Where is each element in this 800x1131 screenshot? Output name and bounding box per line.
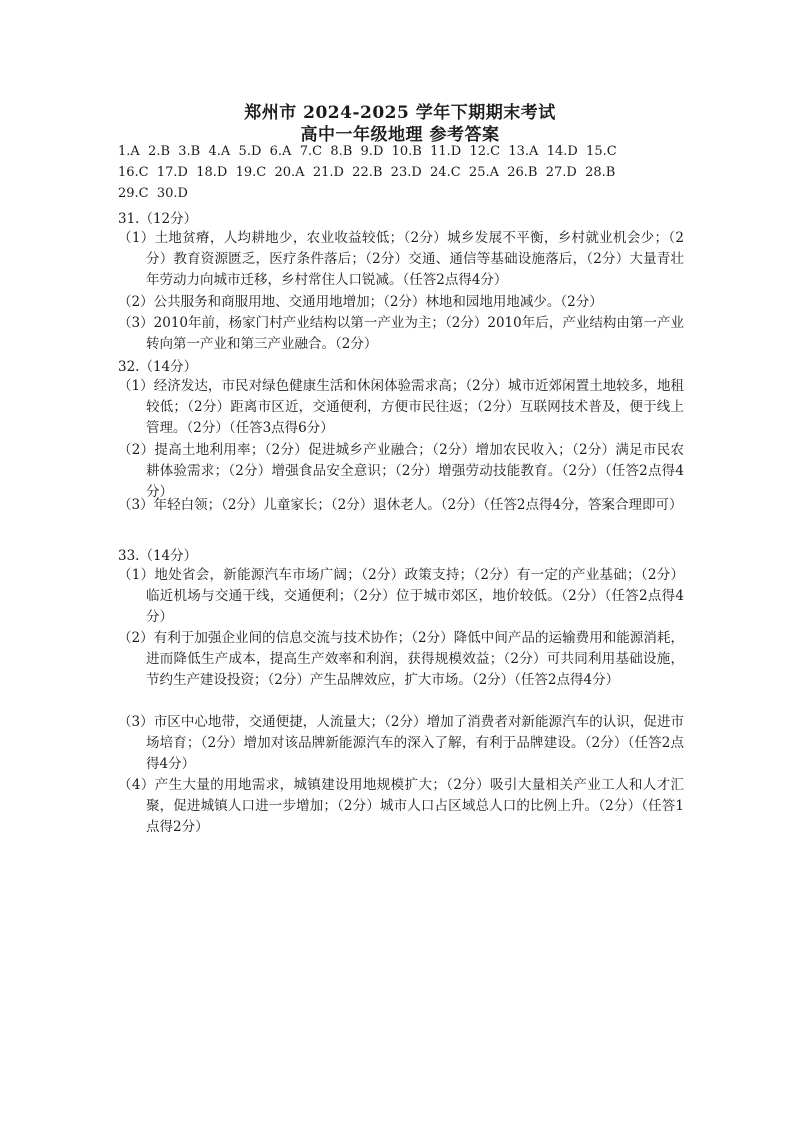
q33-answer-1: （1）地处省会，新能源汽车市场广阔；（2分）政策支持；（2分）有一定的产业基础；（2分）临近机场与交通干线，交通便利；（2分）位于城市郊区，地价较低。（2分）（任答2点得4分） — [118, 567, 684, 626]
q32-answer-3: （3）年轻白领；（2分）儿童家长；（2分）退休老人。（2分）（任答2点得4分，答案合理即可） — [118, 497, 683, 513]
question-31-heading: 31.（12分） — [118, 211, 198, 227]
q32-answer-1: （1）经济发达，市民对绿色健康生活和休闲体验需求高；（2分）城市近郊闲置土地较多，地租较低；（2分）距离市区近，交通便利，方便市民往返；（2分）互联网技术普及，便于线上管理。（2分）（任答3点得6分） — [118, 378, 684, 437]
q31-answer-2: （2）公共服务和商服用地、交通用地增加；（2分）林地和园地用地减少。（2分） — [118, 294, 603, 310]
question-32-heading: 32.（14分） — [118, 359, 198, 375]
exam-title: 郑州市 2024-2025 学年下期期末考试 — [244, 103, 556, 123]
question-33-heading: 33.（14分） — [118, 548, 198, 564]
q33-answer-4: （4）产生大量的用地需求，城镇建设用地规模扩大；（2分）吸引大量相关产业工人和人才汇聚，促进城镇人口进一步增加；（2分）城市人口占区域总人口的比例上升。（2分）（任答1点得2分） — [118, 777, 684, 836]
q31-answer-1: （1）土地贫瘠，人均耕地少，农业收益较低；（2分）城乡发展不平衡，乡村就业机会少；（2分）教育资源匮乏，医疗条件落后；（2分）交通、通信等基础设施落后，（2分）大量青壮年劳动力向城市迁移，乡村常住人口锐减。（任答2点得4分） — [118, 230, 684, 289]
exam-subtitle: 高中一年级地理 参考答案 — [300, 125, 500, 145]
q31-answer-3: （3）2010年前，杨家门村产业结构以第一产业为主；（2分）2010年后，产业结构由第一产业转向第一产业和第三产业融合。（2分） — [118, 315, 684, 353]
mc-answers-row-3: 29.C 30.D — [118, 186, 188, 201]
mc-answers-row-2: 16.C 17.D 18.D 19.C 20.A 21.D 22.B 23.D 24.C 25.A 26.B 27.D 28.B — [118, 165, 616, 180]
mc-answers-row-1: 1.A 2.B 3.B 4.A 5.D 6.A 7.C 8.B 9.D 10.B 11.D 12.C 13.A 14.D 15.C — [118, 144, 617, 159]
q33-answer-2: （2）有利于加强企业间的信息交流与技术协作；（2分）降低中间产品的运输费用和能源消耗，进而降低生产成本，提高生产效率和利润，获得规模效益；（2分）可共同利用基础设施，节约生产建设投资；（2分）产生品牌效应，扩大市场。（2分）（任答2点得4分） — [118, 630, 684, 689]
q33-answer-3: （3）市区中心地带，交通便捷，人流量大；（2分）增加了消费者对新能源汽车的认识，促进市场培育；（2分）增加对该品牌新能源汽车的深入了解，有利于品牌建设。（2分）（任答2点得4分） — [118, 714, 684, 773]
q32-answer-2: （2）提高土地利用率；（2分）促进城乡产业融合；（2分）增加农民收入；（2分）满足市民农耕体验需求；（2分）增强食品安全意识；（2分）增强劳动技能教育。（2分）（任答2点得4分） — [118, 442, 684, 501]
